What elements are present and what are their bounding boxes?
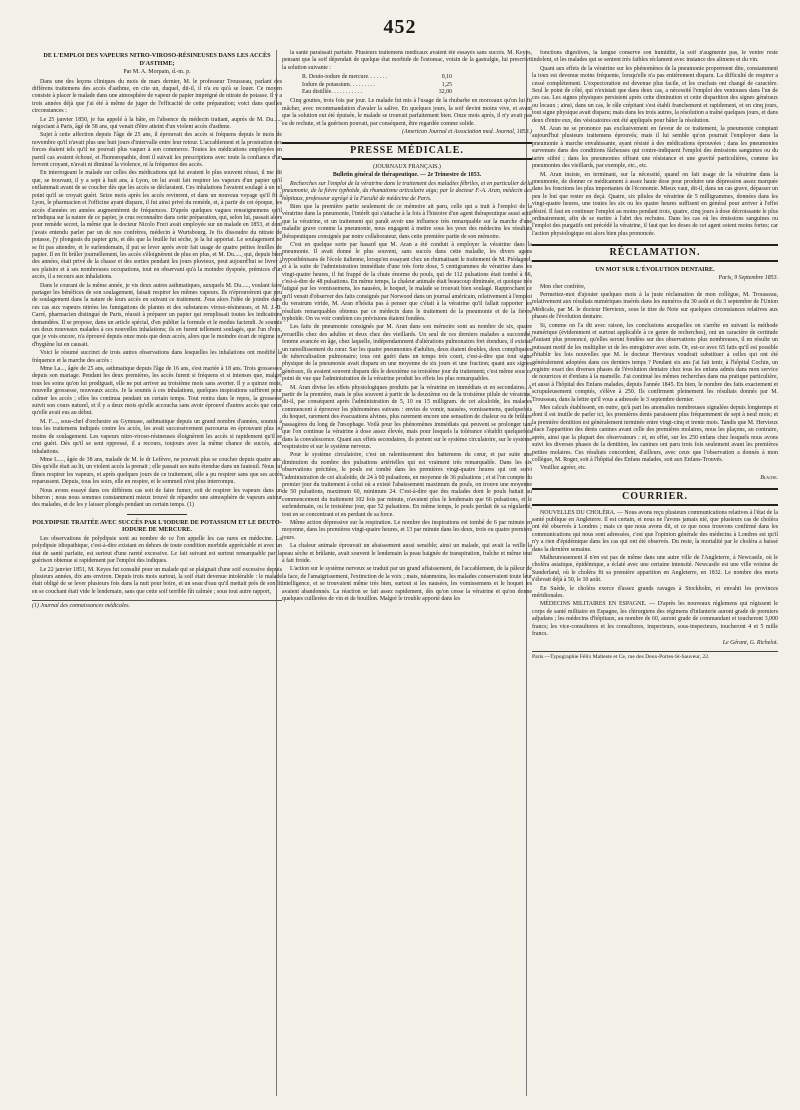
ingredient: R. Deuto-iodure de mercure. . . . . . . (302, 74, 388, 81)
quantity: 0,10 (441, 74, 452, 81)
ingredient: Eau distillée. . . . . . . . . . . (302, 89, 363, 96)
paragraph: En Suède, le choléra exerce d'assez grands ravages à Stockholm, et envahit les provinces méridionales. (532, 585, 778, 599)
paragraph: Recherches sur l'emploi de la vératrine dans le traitement des maladies fébriles, et en particulier de la pneumonie, de la fièvre typhoïde, du rhumatisme articulaire aigu; par le docteur F.-A. Aran, médecin des hôpitaux, professeur agrégé à la Faculté de médecine de Paris. (282, 180, 532, 202)
article-title: UN MOT SUR L'ÉVOLUTION DENTAIRE. (595, 265, 715, 273)
paragraph: Quant aux effets de la vératrine sur les phénomènes de la pneumonie proprement dite, constamment la toux est devenue moins fréquente, lorsqu'elle n'a pas entièrement disparu. La difficulté de respirer a cessé complètement. L'expectoration est devenue plus facile, et les crachats ont changé de caractère. Seul le point de côté, qui n'existait que dans deux cas, a nécessité l'emploi des ventouses dans l'un de ces cas. Les signes physiques persistent après cette diminution et cette disparition des signes généraux ou locaux ; ainsi, dans un cas, le râle crépitant s'est établi franchement et rapidement, et en cinq jours, tout signe physique avait disparu; mais dans les trois autres, la résolution a traîné quelques jours, et dans deux d'entre eux, des vésicatoires ont été appliqués pour hâter la résolution. (532, 65, 778, 124)
gerant-signature: Le Gérant, G. Richelot. (722, 640, 778, 647)
paragraph: Même action dépressive sur la respiration. Le nombre des inspirations est tombé de 6 par minute en moyenne, dans les premières vingt-quatre heures, et 13 par minute dans les deux, trois ou quatre premiers jours. (282, 519, 532, 541)
paragraph: MÉDECINS MILITAIRES EN ESPAGNE. — D'après les nouveaux règlemens qui régissent le corps de santé militaire en Espagne, les chirurgiens des régimens d'infanterie auront grade de premiers adjudans ; les médecins d'hôpitaux, au nombre de 60, auront grade de commandant et toucheront 3,000 francs; les vice-consultores et les consultores, inspecteurs, sous-inspecteurs, toucheront 4 et 5 mille francs. (532, 601, 778, 638)
paragraph: Mme L...., âgée de 38 ans, malade de M. le dr Lefèvre, ne pouvait plus se coucher depuis quatre ans. Dès qu'elle était au lit, un violent accès la prenait ; elle passait ses nuits étendue dans un fauteuil. Nous lui fîmes respirer les vapeurs, et après quelques jours de ce traitement, elle a pu respirer sans que ses accès reparussent. Depuis, tous les soirs, elle en respire, et le sommeil n'est plus interrompu. (32, 456, 282, 486)
page-number: 452 (383, 16, 417, 38)
paragraph: M. Aran ne se prononce pas exclusivement en faveur de ce traitement, la pneumonie comptant aujourd'hui plusieurs traitemens éprouvés; mais il lui semble qu'on pourrait l'employer dans la pneumonie à marche envahissante, ayant résisté à des médications éprouvées ; dans les pneumonies survenues dans des conditions fâcheuses qui contre-indiquent l'emploi des émissions sanguines ou du tartre stibié ; dans les pneumonies offrant une résistance et une gravité particulières, comme les pneumonies des vieillards, par exemple, etc., etc. (532, 126, 778, 170)
prescription-table (302, 74, 452, 96)
paragraph: M. Aran divise les effets physiologiques produits par la vératrine en immédiats et en secondaires. A partir de la première, mais le plus souvent à partir de la deuxième ou de la troisième pilule de vératrine, dit-il, par conséquent après l'administration de 5, 10 ou 15 milligram. de cet alcaloïde, les malades commencent à éprouver les phénomènes suivans : envies de vomir, nausées, vomissemens, quelquefois du hoquet, rarement des évacuations alvines, plus rarement encore une sensation de chaleur ou de brûlure passagères du long de l'œsophage. Voilà pour les phénomènes immédiats qui peuvent se prolonger tant que l'on continue la vératrine à dose assez élevée, mais pour lesquels la tolérance s'établit quelquefois dans la convalescence. Quant aux effets secondaires, ils portent sur le système circulatoire, sur le système respiratoire et sur le système nerveux. (282, 384, 532, 450)
section-title: PRESSE MÉDICALE. (282, 142, 532, 159)
paragraph: L'action sur le système nerveux se traduit par un grand affaissement, de l'accablement, de la pâleur de la face, de l'amaigrissement, l'extinction de la voix ; mais, néanmoins, les malades conservaient toute leur intelligence, et se trouvaient même très bien, surtout si les nausées, les vomissemens et le hoquet les avaient abandonnés. La réaction se fait assez rapidement, dès qu'on cesse la vératrine et qu'on donne quelques cuillerées de vin et de bouillon. Malgré le trouble apporté dans les (282, 566, 532, 603)
section-title: COURRIER. (532, 488, 778, 505)
article-title: DE L'EMPLOI DES VAPEURS NITRO-VIROSO-RÉSINEUSES DANS LES ACCÈS D'ASTHME; (43, 52, 271, 67)
source-citation: (American Journal et Association med. Journal, 1853.) (402, 129, 532, 136)
signature: Blache. (760, 474, 778, 481)
prescription-row (302, 74, 452, 81)
column-middle (282, 50, 532, 1096)
paragraph: Dans le courant de la même année, je vis deux autres asthmatiques, auxquels M. Du....., voulant faire partager les bénéfices de son soulagement, faisait respirer les mêmes vapeurs. Ils n'éprouvèrent que peu de soulagement dans la nature de leurs accès en suivant ce traitement. J'eus alors l'idée de joindre dans ces cas aux vapeurs nitrées les fumigations de plantes et des substances viroso-résineuses, et M. J.-B. Carré, pharmacien distingué de Paris, réussit à préparer un papier qui remplissait toutes les indications demandées. Il se propose, dans un article spécial, d'en publier la formule et le modus faciendi. Je soumis ces deux nouveaux malades à ces nouvelles inhalations; ils en furent tellement soulagés, que l'un d'eux, que je vois encore, n'a éprouvé depuis onze mois que deux accès, alors que le moindre écart de régime ou d'hygiène lui en causait. (32, 282, 282, 348)
paragraph: Bien que la première partie seulement de ce mémoire ait paru, celle qui a trait à l'emploi de la vératrine dans la pneumonie, l'intérêt qui s'attache à la fois à l'histoire d'un agent thérapeutique aussi actif que la vératrine, et un traitement qui paraît avoir une influence très remarquable sur la marche d'une maladie grave comme la pneumonie, nous engagent à mettre sous les yeux des médecins les résultats thérapeutiques consignés par notre collaborateur, dans cette première partie de son mémoire. (282, 203, 532, 240)
paragraph: M. F...., sous-chef d'orchestre au Gymnase, asthmatique depuis un grand nombre d'années, soumis à tous les traitemens indiqués contre les accès, les avait successivement parcourus en éprouvant plus ou moins de soulagement. Les vapeurs nitro-viroso-résineuses éloignèrent les accès si rapidement qu'il se crut guéri. Dès qu'il se sent oppressé, il a recours, toujours avec la même chance de succès, aux inhalations. (32, 418, 282, 455)
quantity: 1,25 (441, 81, 452, 88)
subsection-label: (JOURNAUX FRANÇAIS.) (373, 163, 441, 170)
paragraph: Permettez-moi d'ajouter quelques mots à la juste réclamation de mon collègue, M. Trousseau, relativement aux résultats numériques insérés dans les numéros du 30 août et du 3 septembre de l'Union Médicale, par M. le docteur Hervieux, sous le titre de Note sur quelques circonstances relatives aux phases de l'évolution dentaire. (532, 291, 778, 321)
divider (127, 514, 187, 515)
footnote: (1) Journal des connaissances médicales. (32, 600, 282, 610)
dateline: Paris, 9 Septembre 1853. (718, 275, 778, 282)
bulletin-title: Bulletin général de thérapeutique. — 2e Trimestre de 1853. (332, 172, 482, 179)
paragraph: Les observations de polydipsie sont au nombre de ce l'on appelle les cas rares en médecine. La polydipsie idiopathique, c'est-à-dire existant en dehors de toute condition morbide appréciable et avec un état de santé parfaite, est surtout d'une rareté excessive. Le fait suivant est surtout remarquable par la guérison obtenue si rapidement par l'emploi des iodiques. (32, 535, 282, 565)
paragraph: C'est en quelque sorte par hasard que M. Aran a été conduit à employer la vératrine dans la pneumonie. Il avait donné le plus souvent, sans succès dans cette maladie, les divers agens hyposthénisans de l'école italienne, lorsqu'en essayant chez un rhumatisant le traitement de M. Piédagnel, et à la suite de l'administration immédiate d'une très forte dose, 5 centigrammes de vératrine dans les vingt-quatre heures, il fut frappé de la chute énorme du pouls, qui de 112 pulsations était tombé à 66, c'est-à-dire de 48 pulsations. En même temps, la chaleur animale était beaucoup diminuée, et quoique très fatigué par les vomissemens, les nausées, le hoquet, le malade se trouvait bien soulagé. Rapprochant ce qu'il venait d'observer des faits consignés par Norwood dans un journal américain, relativement à l'emploi du veratrum viride, M. Aran n'hésita pas à penser que c'était à la vératrine qu'il fallait rapporter les résultats remarquables obtenus par ce médecin dans le traitement de la pneumonie et de la fièvre typhoïde. On va voir combien ces prévisions étaient fondées. (282, 241, 532, 322)
paragraph: Les faits de pneumonie consignés par M. Aran dans son mémoire sont au nombre de six, quatre recueillis chez des adultes et deux chez des vieillards. Un seul de ces derniers malades a succombé, femme avancée en âge, chez laquelle, indépendamment d'altérations pulmonaires fort étendues, il existait un ramollissement du cœur. Sur les quatre pneumonies d'adultes, deux étaient doubles, deux compliquées de tuberculisation pulmonaire; tous ont guéri dans un temps très court, c'est-à-dire que tout signe physique de la pneumonie avait disparu en une moyenne de six jours et une fraction; quant aux signes généraux, ils avaient souvent disparu dès le deuxième ou troisième jour du traitement; c'est même sous ce point de vue que l'administration de la vératrine produit les effets les plus remarquables. (282, 324, 532, 383)
salutation: Mon cher confrère, (540, 283, 586, 290)
paragraph: Dans une des leçons cliniques du mois de mars dernier, M. le professeur Trousseau, parlant des différens traitemens des accès d'asthme, en cite un, duquel, dit-il, il n'a eu qu'à se louer. Ce moyen consiste à placer le malade dans une atmosphère de vapeur de papier imprégné de nitrate de potasse. Il y a trois années déjà que j'ai été à même de juger de l'efficacité de cette préparation; voici dans quelles circonstances : (32, 78, 282, 115)
paragraph: Sujet à cette affection depuis l'âge de 25 ans, il éprouvait des accès si fréquens depuis le mois de novembre qu'il n'avait plus une huit jours d'intervalle entre leur retour. L'accablement et la prostration des forces étaient tels qu'il ne pouvait plus vaquer à son commerce. Toutes les médications employées en pareil cas avaient échoué, et l'homœopathie, dont il suivait les prescriptions avec toute la confiance d'un fervent croyant, n'avait ni diminué la violence, ni la fréquence des accès. (32, 132, 282, 169)
prescription-row (302, 82, 452, 89)
paragraph: NOUVELLES DU CHOLÉRA. — Nous avons reçu plusieurs communications relatives à l'état de la santé publique en Angleterre. Il est certain, et nous ne l'avons jamais nié, que plusieurs cas de choléra ont été observés à Londres ; mais ce que nous avons dit, et ce que nous trouvons confirmé dans les communications qui nous sont adressées, c'est que l'opinion générale des médecins à Londres est qu'il n'y a rien d'épidémique dans les cas qui ont été observés. Du reste, la mortalité par le choléra a baissé dans la dernière semaine. (532, 509, 778, 553)
paragraph: Mes calculs établissent, en outre, qu'à part les anomalies nombreuses signalées depuis longtemps et dont il est inutile de parler ici, les premières dents paraissent plus fréquemment de sept à neuf mois; et la première dentition est généralement terminée entre vingt-cinq et trente mois. Tandis que M. Hervieux place l'apparition des dents canines avant celle des premières molaires, nous les plaçons, au contraire, après, ainsi que la plupart des observateurs : et, en effet, sur les 250 enfans chez lesquels nous avons suivi les diverses phases de la dentition, les canines ont paru trois fois seulement avant les premières petites molaires. Ces résultats concordent, d'ailleurs, avec ceux que l'observation a donnés à mon collègue, M. Roger, soit à l'hôpital des Enfans malades, soit aux Enfans-Trouvés. (532, 405, 778, 463)
section-title: RÉCLAMATION. (532, 244, 778, 261)
article-byline: Par M. A. Morpain, d.-m. p. (123, 69, 191, 76)
paragraph: fonctions digestives, la langue conserve son humidité, la soif n'augmente pas, le ventre reste indolent, et les malades qui se sentent très faibles réclament avec instance des alimens et du vin. (532, 50, 778, 64)
imprint: Paris.—Typographie Félix Malteste et Ce, rue des Deux-Portes-St-Sauveur, 22. (532, 651, 778, 661)
paragraph: Voici le résumé succinct de trois autres observations dans lesquelles les inhalations ont modifié la fréquence et la marche des accès : (32, 350, 282, 364)
paragraph: Mme La..., âgée de 25 ans, asthmatique depuis l'âge de 16 ans, s'est mariée à 18 ans. Trois grossesses depuis son mariage. Pendant les deux premières, les accès furent si fréquens et si intenses que, malgré tous les soins qu'on lui prodiguait, elle ne put arriver au troisième mois sans avorter. Il y a quinze mois, nouvelle grossesse, nouveaux accès. Je la soumis à ces inhalations, quelques inspirations suffirent pour calmer les accès ; elles les continua pendant un certain temps. Tout rentra dans le repos, la grossesse suivit son cours naturel, et il y a deux mois qu'elle accoucha sans avoir éprouvé d'autres accès que ceux qu'elle avait eus au début. (32, 366, 282, 417)
paragraph: La chaleur animale éprouvait un abaissement aussi sensible; ainsi un malade, qui avait la veille la peau sèche et brûlante, avait souvent le lendemain la peau baignée de transpiration, fraîche et même tout à fait froide. (282, 543, 532, 564)
paragraph: M. Aran insiste, en terminant, sur la nécessité, quand on fait usage de la vératrine dans la pneumonie, de donner ce médicament à assez haute dose pour produire une dépression assez marquée dans les fonctions les plus importantes de l'économie. Mieux vaut, dit-il, dans un cas grave, dépasser un peu le but que rester en deçà. Quatre, six pilules de vératrine de 5 milligrammes, données dans les vingt-quatre heures, une toutes les six ou les quatre heures suffisent en général pour arriver à l'effet désiré. Il faut en continuer l'emploi au moins pendant trois, quatre, cinq jours à dose décroissante le plus ordinairement, afin de se mettre à l'abri des rechutes. Dans les cas où les émissions sanguines ou l'emploi des purgatifs ont précédé la vératrine, il faut que les doses de cet agent soient moins fortes; car l'action physiologique est alors bien plus prononcée. (532, 171, 778, 237)
paragraph: la santé paraissait parfaite. Plusieurs traitemens médicaux avaient été essayés sans succès. M. Keyes, pensant que la soif dépendait de quelque état morbide de l'estomac, voisin de la gastralgie, lui prescrivit la solution suivante : (282, 50, 532, 71)
column-right (532, 50, 778, 1096)
paragraph: En interrogeant le malade sur celles des médications qui lui avaient le plus souvent réussi, il me dit que, se trouvant, il y a sept à huit ans, à Lyon, on lui avait fait respirer les vapeurs d'un papier qu'il enflammait avant de se coucher dès que les accès se déclaraient. Ces inhalations l'avaient soulagé à un tel point qu'il se croyait guéri. Seize mois après les accès revinrent, et dans un nouveau voyage qu'il fit à Lyon, le pharmacien et l'officine ayant disparu, il fut ainsi privé du remède, et, à partir de cet époque, les accès d'années en années augmentèrent de fréquences. D'après quelques vagues renseignemens qu'il m'indiqua sur la nature de ce papier, je crus reconnaître dans cette préparation, qui, selon lui, passait alors pour remède secret, la même que le docteur Nicolo Freri avait employée sur un malade en 1853, et dont j'avais entendu parler par un de nos confrères, médecin à Wurtsbourg. Je fis dissoudre du nitrate de potasse, j'y plongeais du papier gris, et dès que la feuille fut sèche, je la lui apportai. Le soulagement ne se fit pas attendre, et le surlendemain, il put se lever après avoir fait usage de quatre petites feuilles de papier. Il en fit brûler journellement, les accès s'éloignèrent de plus en plus, et M. Du....., qui, depuis bien des années, était privé de la chasse et des sorties pendant les jours pluvieux, peut aujourd'hui se livrer à ses plaisirs et à ses nombreuses occupations, tout en observant qu'à la moindre dyspnée, prémices d'un accès, il a recours aux inhalations. (32, 170, 282, 281)
paragraph: Pour le système circulatoire, c'est un ralentissement des battemens du cœur, et par suite une diminution du nombre des pulsations artérielles qui est vraiment très remarquable. Dans les six observations précitées, le pouls est tombé dans les premières vingt-quatre heures qui ont suivi l'administration de cet alcaloïde, de 24 à 60 pulsations, en moyenne de 36 pulsations ; et si l'on compte du premier jour du traitement à celui où a existé l'abaissement maximum du pouls, on trouve une moyenne de 50 pulsations, maximum 60, minimum 24. C'est-à-dire que des malades dont le pouls battait au commencement du traitement 102 fois par minute, n'avaient plus le lendemain que 66 pulsations, et le surlendemain, ou le troisième jour, que 52 pulsations. En même temps, le pouls perdait de sa régularité, tout en se concentrant et en perdant de sa force. (282, 452, 532, 518)
paragraph: Malheureusement il n'en est pas de même dans une autre ville de l'Angleterre, à Newcastle, où le choléra asiatique, épidémique, a éclaté avec une certaine intensité. Newcastle est une ville voisine de Sunderland, où le choléra fit sa première apparition en Angleterre, en 1832. Le nombre des morts s'élevait déjà à 50, le 10 août. (532, 554, 778, 584)
ingredient: Iodure de potassium. . . . . . . . . (302, 81, 375, 88)
article-title: POLYDIPSIE TRAITÉE AVEC SUCCÈS PAR L'IODURE DE POTASSIUM ET LE DEUTO-IODURE DE MERCURE. (32, 518, 282, 534)
paragraph: Le 25 janvier 1850, je fus appelé à la hâte, en l'absence du médecin traitant, auprès de M. Du....., négociant à Paris, âgé de 58 ans, qui venait d'être atteint d'un violent accès d'asthme. (32, 116, 282, 131)
paragraph: Cinq gouttes, trois fois par jour. Le malade fut mis à l'usage de la rhubarbe en morceaux qu'on lui fit mâcher, avec recommandation d'avaler la salive. En quelques jours, la soif devint moins vive, et avant que la solution eut été épuisée, le malade se trouvait parfaitement bien. Onze mois après, il n'y avait pas eu de rechute, et la guérison pouvait, par conséquent, être regardée comme solide. (282, 98, 532, 127)
quantity: 32,00 (438, 89, 452, 96)
closing: Veuillez agréer, etc. (540, 465, 587, 472)
paragraph: Nous avons essayé dans ces différens cas soit de faire fumer, soit de respirer les vapeurs dans un biberon ; nous nous sommes constamment mieux trouvé de répandre une atmosphère de vapeurs autour des malades, et de les y laisser plongés pendant un certain temps. (1) (32, 487, 282, 509)
paragraph: Le 22 janvier 1851, M. Keyes fut consulté pour un malade qui se plaignait d'une soif excessive depuis plusieurs années, dix ans environ. Depuis trois mois surtout, la soif était devenue intolérable : le malade était obligé de se lever plusieurs fois dans la nuit pour boire, et un seau d'eau qu'il mettait près de son lit en se couchant était vide le lendemain, sans que cette soif terrible fût calmée ; sous tout autre rapport, (32, 566, 282, 595)
prescription-row (302, 89, 452, 96)
column-left (32, 50, 282, 1096)
paragraph: Si, comme on l'a dit avec raison, les conclusions auxquelles on s'arrête en suivant la méthode numérique (évidemment et surtout applicable à ce genre de recherches), ont un caractère de certitude d'autant plus prononcé, qu'elles seront fondées sur des observations plus nombreuses, il en résulte un puissant motif de les multiplier et de les enregistrer avec soin. Or, est-ce avec 65 faits qu'il est possible d'établir les lois nouvelles que M. le docteur Hervieux voudrait substituer à celles qui ont été généralement adoptées dans ces derniers temps ? Pendant six ans j'ai fait tenir, à l'hôpital Cochin, un registre exact des diverses phases de l'évolution dentaire chez tous les enfans admis dans mon service de nourrices et d'enfans à la mamelle. J'ai continué les mêmes recherches dans ma pratique particulière, et aussi à l'hôpital des Enfans malades, depuis l'année 1845. En bien, le nombre des faits exactement et scrupuleusement comptés, s'élève à 250. Ils confirment pleinement les résultats donnés par M. Trousseau, dans la lettre qu'il vous a adressée le 3 septembre dernier. (532, 322, 778, 403)
